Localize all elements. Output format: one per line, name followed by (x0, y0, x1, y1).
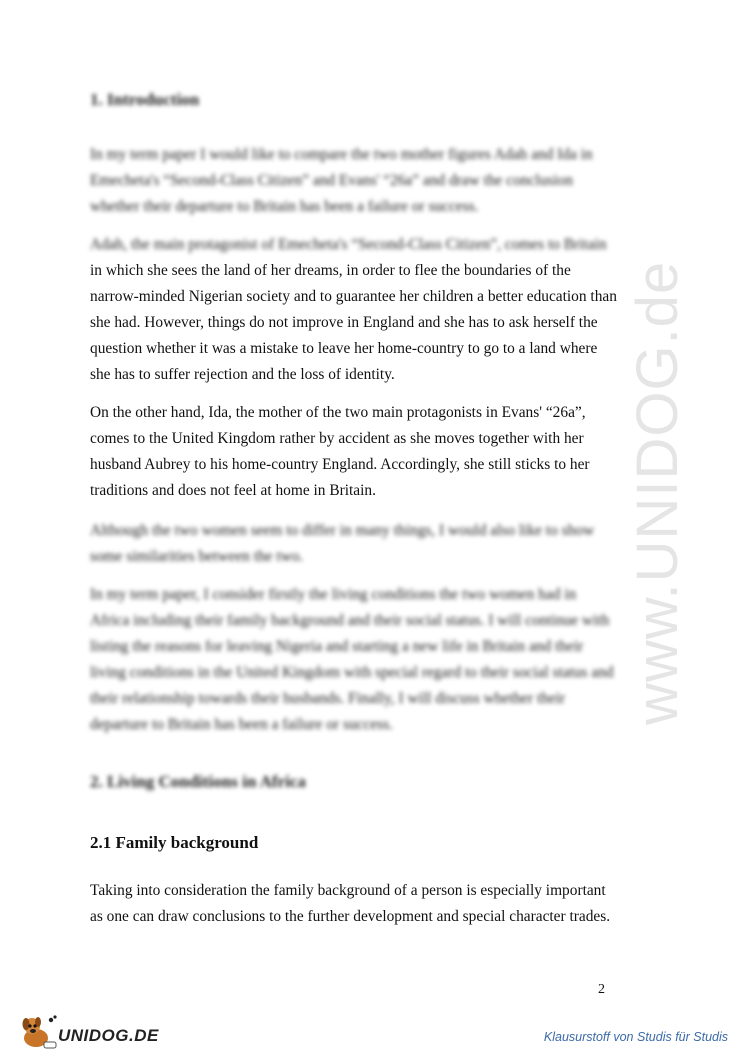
section-1-title: 1. Introduction (90, 90, 200, 109)
text-line: living conditions in the United Kingdom with special regard to their social status and (90, 664, 614, 681)
intro-paragraph-1 (90, 142, 620, 220)
text-line: listing the reasons for leaving Nigeria and starting a new life in Britain and their (90, 638, 584, 655)
text-line: On the other hand, Ida, the mother of the two main protagonists in Evans' “26a”, (90, 404, 586, 421)
dog-mascot-icon (18, 1012, 60, 1052)
text-line: narrow-minded Nigerian society and to guarantee her children a better education than (90, 288, 617, 305)
intro-paragraph-4 (90, 518, 620, 570)
footer-tagline: Klausurstoff von Studis für Studis (543, 1030, 728, 1044)
intro-paragraph-2 (90, 232, 620, 388)
text-line: traditions and does not feel at home in Britain. (90, 482, 376, 499)
text-line: in which she sees the land of her dreams, in order to flee the boundaries of the (90, 262, 571, 279)
section-2-1-title: 2.1 Family background (90, 833, 259, 852)
intro-paragraph-3 (90, 400, 620, 504)
logo-text: UNIDOG.DE (58, 1026, 159, 1045)
text-line: she has to suffer rejection and the loss of identity. (90, 366, 395, 383)
text-line: Although the two women seem to differ in many things, I would also like to show (90, 522, 595, 539)
text-line: In my term paper, I consider firstly the living conditions the two women had in (90, 586, 577, 603)
text-line: as one can draw conclusions to the further development and special character trades. (90, 908, 611, 925)
text-line: In my term paper I would like to compare the two mother figures Adah and Ida in (90, 146, 593, 163)
text-line: Adah, the main protagonist of Emecheta's “Second-Class Citizen”, comes to Britain (90, 236, 607, 253)
text-line: comes to the United Kingdom rather by accident as she moves together with her (90, 430, 584, 447)
text-line: husband Aubrey to his home-country England. Accordingly, she still sticks to her (90, 456, 590, 473)
section-2-title: 2. Living Conditions in Africa (90, 772, 306, 791)
family-background-paragraph (90, 878, 620, 930)
text-line: their relationship towards their husbands. Finally, I will discuss whether their (90, 690, 566, 707)
page-number: 2 (598, 982, 605, 997)
unidog-logo (18, 1012, 158, 1052)
text-line: whether their departure to Britain has been a failure or success. (90, 198, 479, 215)
text-line: Taking into consideration the family background of a person is especially important (90, 882, 606, 899)
intro-paragraph-5 (90, 582, 620, 738)
watermark: www.UNIDOG.de (625, 260, 690, 725)
text-line: she had. However, things do not improve in England and she has to ask herself the (90, 314, 598, 331)
text-line: question whether it was a mistake to leave her home-country to go to a land where (90, 340, 598, 357)
text-line: departure to Britain has been a failure or success. (90, 716, 393, 733)
text-line: Emecheta's “Second-Class Citizen” and Evans' “26a” and draw the conclusion (90, 172, 573, 189)
text-line: some similarities between the two. (90, 548, 304, 565)
text-line: Africa including their family background and their social status. I will continue with (90, 612, 610, 629)
